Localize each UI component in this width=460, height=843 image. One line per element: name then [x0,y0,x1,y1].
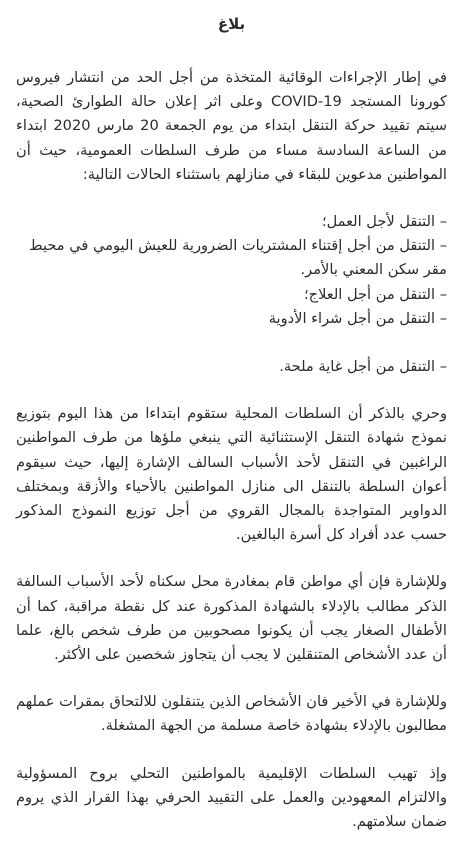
intro-paragraph: في إطار الإجراءات الوقائية المتخذة من أجل الحد من انتشار فيروس كورونا المستجد COVID-19 وعلى اثر إعلان حالة الطوارئ الصحية، سيتم تقييد حركة التنقل ابتداء من يوم الجمعة 20 مارس 2020 ابتداء من الساعة السادسة مساء من طرف السلطات العمومية، حيث أن المواطنين مدعوين للبقاء في منازلهم باستثناء الحالات التالية: [16,69,447,183]
document-title: بلاغ [217,15,246,33]
certificate-paragraph: وللإشارة فإن أي مواطن قام بمغادرة محل سكناه لأحد الأسباب السالفة الذكر مطالب بالإدلاء بالشهادة المذكورة عند كل نقطة مراقبة، كما أن الأطفال الصغار يجب أن يكونوا مصحوبين من طرف شخص بالغ، علما أن عدد الأشخاص المتنقلين لا يجب أن يتجاوز شخصين على الأكثر. [16,573,447,664]
work-certificate-paragraph: وللإشارة في الأخير فان الأشخاص الذين يتنقلون للالتحاق بمقرات عملهم مطالبون بالإدلاء بشهادة خاصة مسلمة من الجهة المشغلة. [16,693,447,735]
exceptions-list [16,210,447,379]
exception-item: – التنقل من أجل العلاج؛ [304,285,447,303]
exception-item: – التنقل من أجل إقتناء المشتريات الضرورية للعيش اليومي في محيط مقر سكن المعني بالأمر. [29,237,447,279]
exception-item: – التنقل لأجل العمل؛ [321,213,447,231]
closing-paragraph: وإذ تهيب السلطات الإقليمية بالمواطنين التحلي بروح المسؤولية والالتزام المعهودين والعمل على التقييد الحرفي بهذا القرار الذي يروم ضمان سلامتهم. [16,764,447,831]
exception-item: – التنقل من أجل غاية ملحة. [279,358,447,376]
distribution-paragraph: وحري بالذكر أن السلطات المحلية ستقوم ابتداءا من هذا اليوم بتوزيع نموذج شهادة التنقل الإستثنائية التي ينبغي ملؤها من طرف المواطنين الراغبين في التنقل لأحد الأسباب السالف الإشارة إليها، حيث سيقوم أعوان السلطة بالتنقل الى منازل المواطنين بالأحياء والأزقة وبمختلف الدواوير المتواجدة بالمجال القروي من أجل توزيع النموذج المذكور حسب عدد أفراد كل أسرة البالغين. [16,405,447,544]
exception-item: – التنقل من أجل شراء الأدوية [268,309,447,327]
